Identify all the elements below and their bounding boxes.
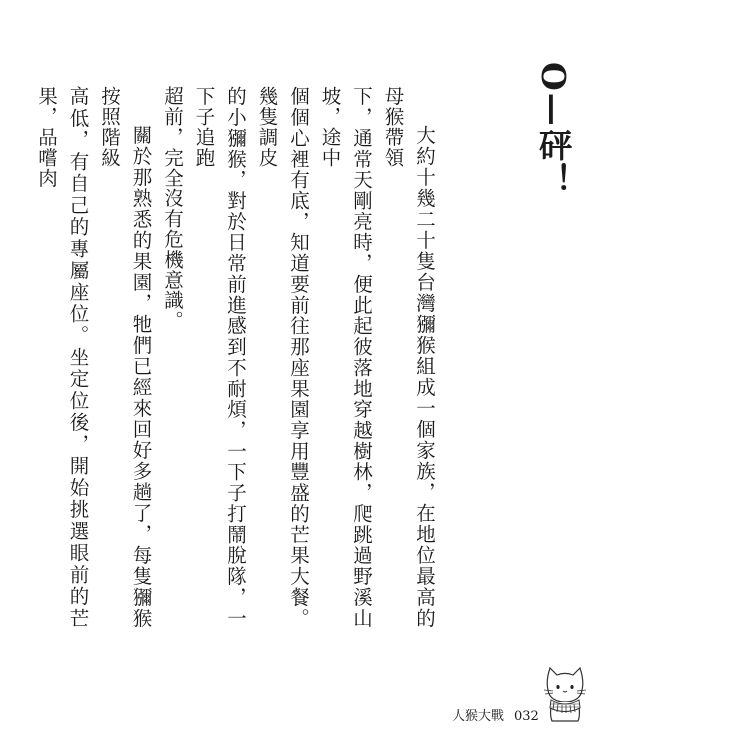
cat-with-scarf-icon — [540, 660, 590, 722]
chapter-title: O—砰！ — [534, 62, 573, 198]
paragraph-1: 大約十幾二十隻台灣獼猴組成一個家族，在地位最高的母猴帶領 下，通常天剛亮時，便此起彼落地穿越樹林，爬跳過野溪山坡，途中 個個心裡有底，知道要前往那座果園享用豐盛的芒果大餐。幾隻調皮 的小獼猴，對於日常前進感到不耐煩，一下子打鬧脫隊，一下子追跑 超前，完全沒有危機意識。 — [161, 86, 436, 628]
paragraph-2: 關於那熟悉的果園，牠們已經來回好多趟了，每隻獼猴按照階級 高低，有自己的專屬座位。坐定位後，開始挑選眼前的芒果，品嚐肉 — [35, 86, 153, 628]
page-footer — [452, 705, 539, 724]
body-text — [35, 86, 440, 628]
running-title: 人猴大戰 — [452, 709, 505, 724]
page-number: 032 — [514, 709, 539, 724]
